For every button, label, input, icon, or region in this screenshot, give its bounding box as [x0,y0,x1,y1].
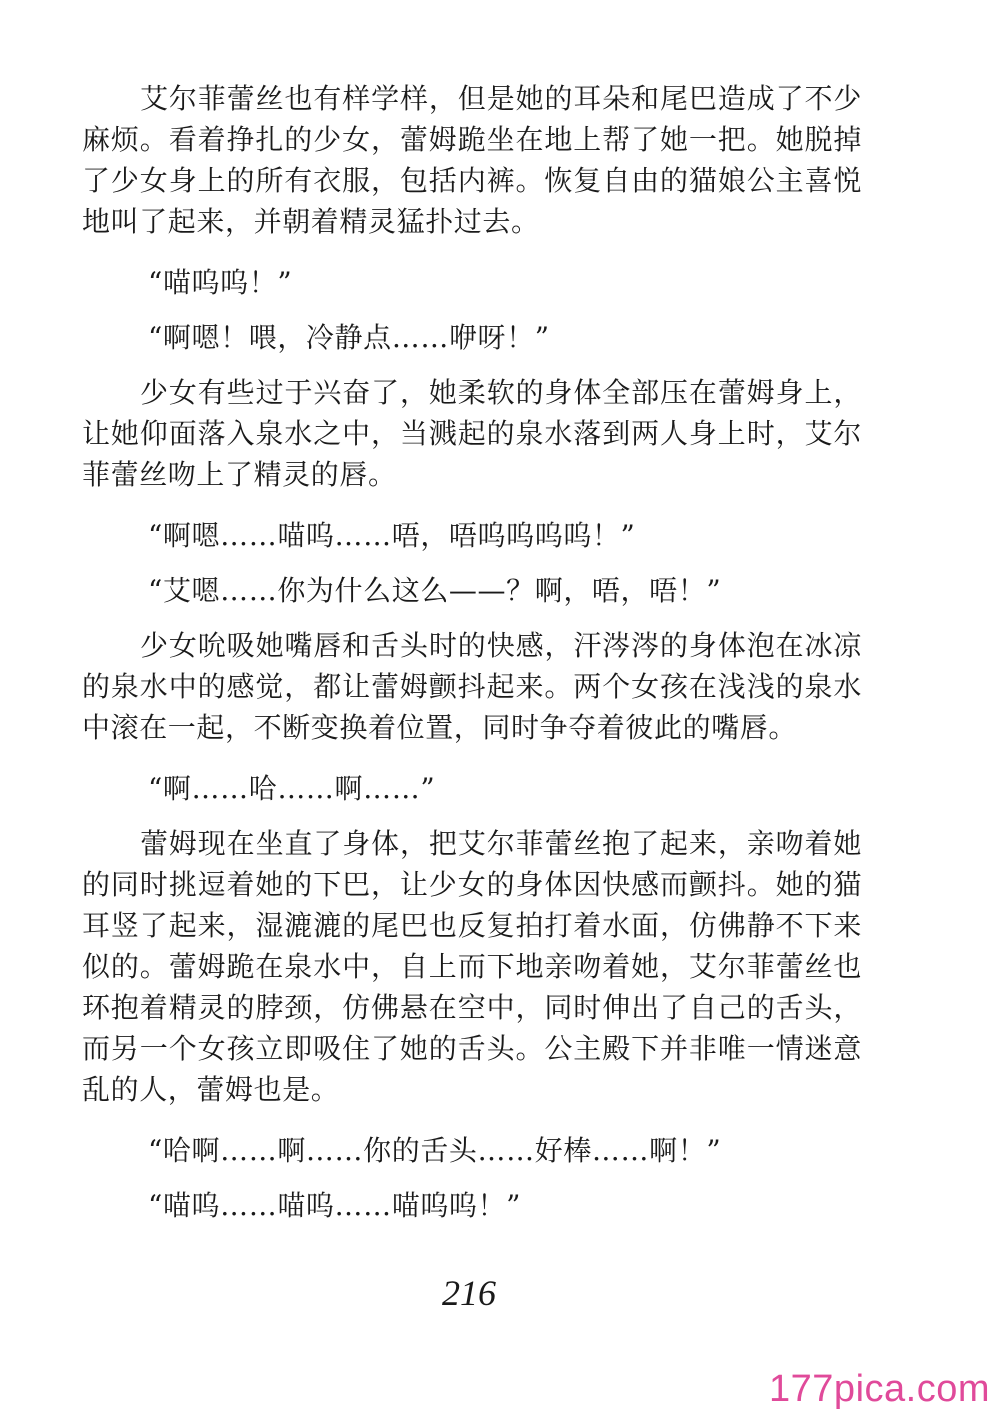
dialogue-line: “喵呜……喵呜……喵呜呜！” [148,1189,522,1222]
paragraph: 艾尔菲蕾丝也有样学样，但是她的耳朵和尾巴造成了不少麻烦。看着挣扎的少女，蕾姆跪坐在地上帮了她一把。她脱掉了少女身上的所有衣服，包括内裤。恢复自由的猫娘公主喜悦地叫了起来，并朝着精灵猛扑过去。 [82,82,862,238]
watermark: 177pica.com [769,1368,990,1410]
page-number: 216 [442,1273,496,1313]
dialogue-line: “艾嗯……你为什么这么——？啊，唔，唔！” [148,574,722,607]
page-body [82,78,862,1226]
dialogue-line: “啊嗯！喂，冷静点……咿呀！” [148,321,550,354]
dialogue-line: “啊嗯……喵呜……唔，唔呜呜呜呜！” [148,519,636,552]
dialogue-line: “啊……哈……啊……” [148,772,436,805]
paragraph: 蕾姆现在坐直了身体，把艾尔菲蕾丝抱了起来，亲吻着她的同时挑逗着她的下巴，让少女的身体因快感而颤抖。她的猫耳竖了起来，湿漉漉的尾巴也反复拍打着水面，仿佛静不下来似的。蕾姆跪在泉水中，自上而下地亲吻着她，艾尔菲蕾丝也环抱着精灵的脖颈，仿佛悬在空中，同时伸出了自己的舌头，而另一个女孩立即吸住了她的舌头。公主殿下并非唯一情迷意乱的人，蕾姆也是。 [82,827,862,1106]
dialogue-line: “喵呜呜！” [148,266,293,299]
paragraph: 少女有些过于兴奋了，她柔软的身体全部压在蕾姆身上，让她仰面落入泉水之中，当溅起的泉水落到两人身上时，艾尔菲蕾丝吻上了精灵的唇。 [82,376,862,491]
paragraph: 少女吮吸她嘴唇和舌头时的快感，汗涔涔的身体泡在冰凉的泉水中的感觉，都让蕾姆颤抖起来。两个女孩在浅浅的泉水中滚在一起，不断变换着位置，同时争夺着彼此的嘴唇。 [82,629,862,744]
dialogue-line: “哈啊……啊……你的舌头……好棒……啊！” [148,1134,722,1167]
